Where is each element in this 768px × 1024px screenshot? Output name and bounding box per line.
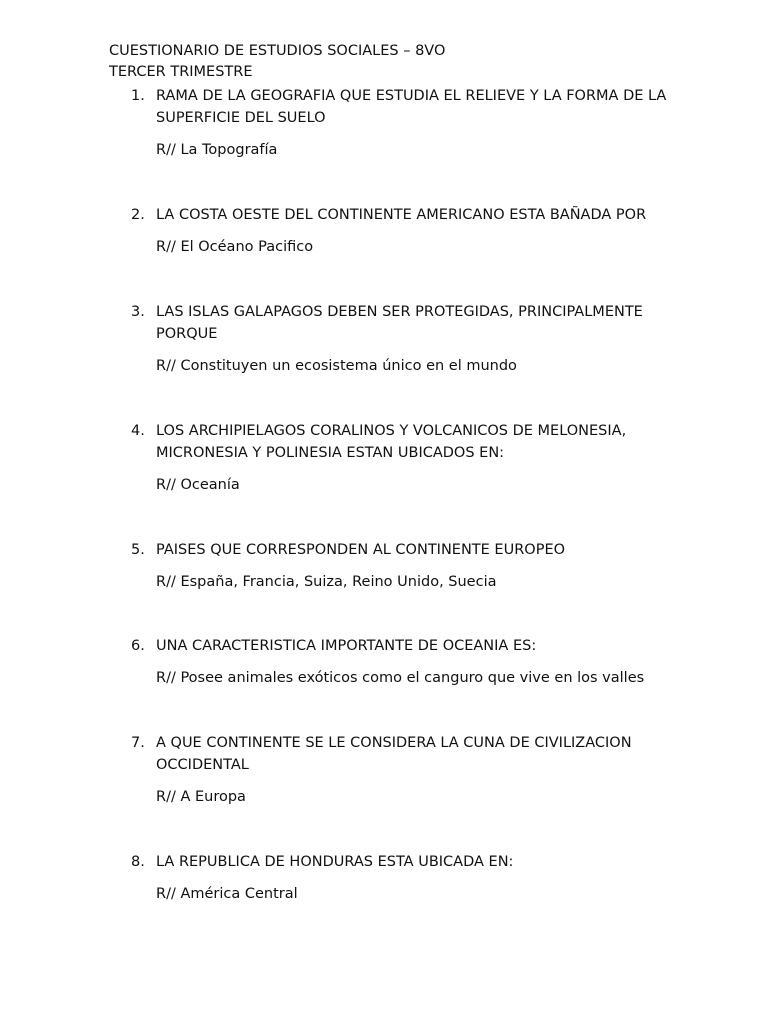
answer-text: R// Constituyen un ecosistema único en el mundo xyxy=(156,358,517,374)
question-number: 6. xyxy=(131,638,145,654)
question-text: LA COSTA OESTE DEL CONTINENTE AMERICANO ESTA BAÑADA POR xyxy=(156,207,647,223)
answer-text: R// América Central xyxy=(156,886,298,902)
question-number: 5. xyxy=(131,542,145,558)
question-number: 8. xyxy=(131,854,145,870)
question-item xyxy=(109,539,669,593)
question-text: UNA CARACTERISTICA IMPORTANTE DE OCEANIA ES: xyxy=(156,638,537,654)
answer-text: R// El Océano Pacifico xyxy=(156,239,314,255)
question-number: 3. xyxy=(131,304,145,320)
question-text: LA REPUBLICA DE HONDURAS ESTA UBICADA EN: xyxy=(156,854,514,870)
question-text: PAISES QUE CORRESPONDEN AL CONTINENTE EUROPEO xyxy=(156,542,566,558)
document-title: CUESTIONARIO DE ESTUDIOS SOCIALES – 8VO xyxy=(109,43,446,59)
question-number: 1. xyxy=(131,88,145,104)
question-item xyxy=(109,420,669,496)
question-number: 7. xyxy=(131,735,145,751)
question-item xyxy=(109,732,669,808)
document-page xyxy=(109,41,669,905)
answer-text: R// Oceanía xyxy=(156,477,240,493)
answer-text: R// Posee animales exóticos como el canguro que vive en los valles xyxy=(156,670,645,686)
question-item xyxy=(109,204,669,258)
question-text: A QUE CONTINENTE SE LE CONSIDERA LA CUNA DE CIVILIZACION OCCIDENTAL xyxy=(156,735,632,773)
question-number: 2. xyxy=(131,207,145,223)
answer-text: R// A Europa xyxy=(156,789,246,805)
question-text: LOS ARCHIPIELAGOS CORALINOS Y VOLCANICOS DE MELONESIA, MICRONESIA Y POLINESIA ESTAN UBICADOS EN: xyxy=(156,423,627,461)
question-item xyxy=(109,85,669,161)
answer-text: R// España, Francia, Suiza, Reino Unido, Suecia xyxy=(156,574,497,590)
question-list xyxy=(109,85,669,905)
question-item xyxy=(109,301,669,377)
document-subtitle: TERCER TRIMESTRE xyxy=(109,64,253,80)
question-text: LAS ISLAS GALAPAGOS DEBEN SER PROTEGIDAS, PRINCIPALMENTE PORQUE xyxy=(156,304,643,342)
question-item xyxy=(109,851,669,905)
answer-text: R// La Topografía xyxy=(156,142,278,158)
question-text: RAMA DE LA GEOGRAFIA QUE ESTUDIA EL RELIEVE Y LA FORMA DE LA SUPERFICIE DEL SUELO xyxy=(156,88,667,126)
question-item xyxy=(109,635,669,689)
question-number: 4. xyxy=(131,423,145,439)
